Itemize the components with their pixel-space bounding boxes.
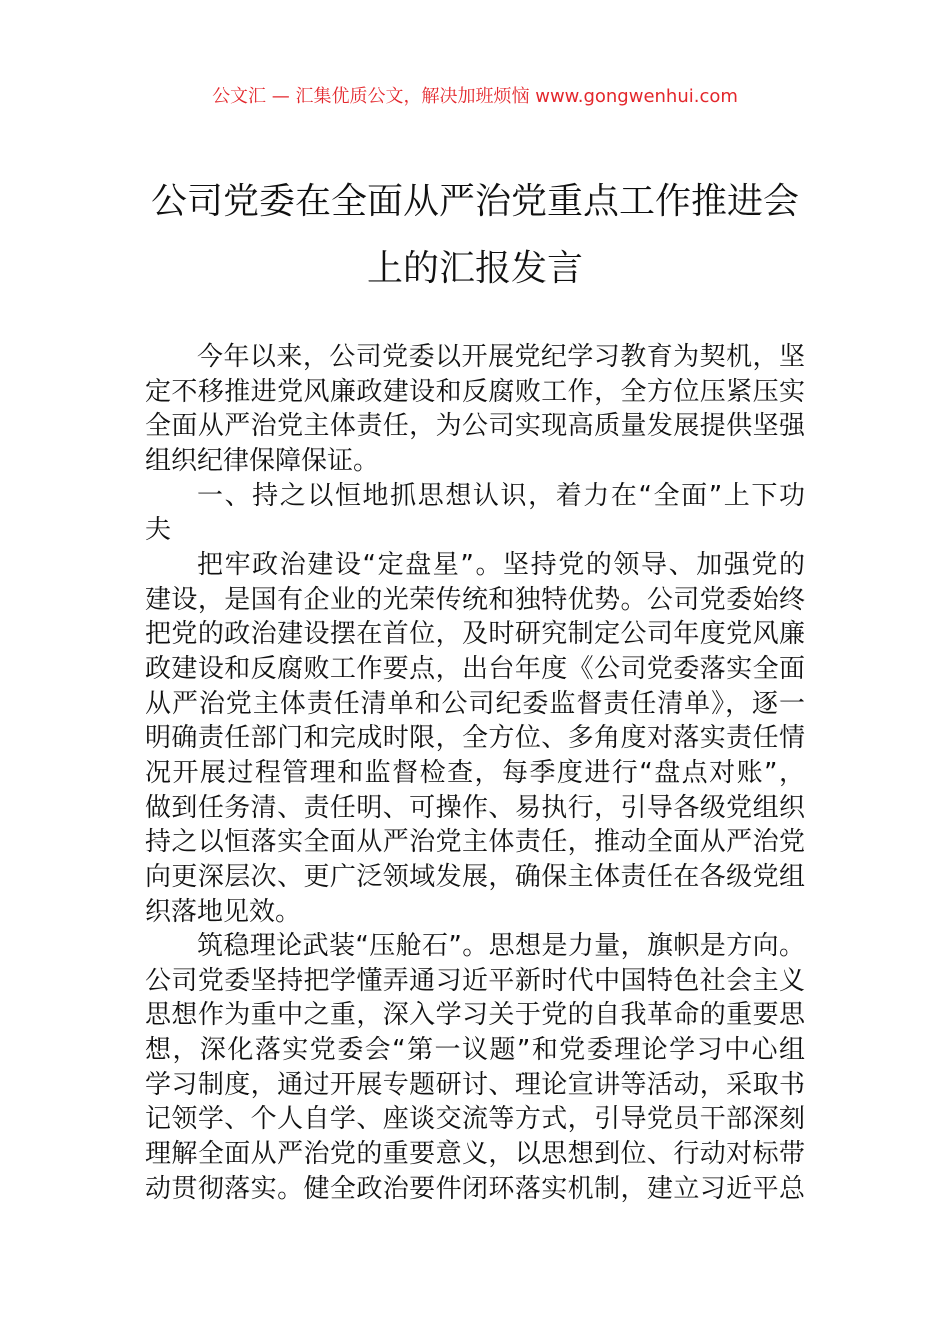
document-title-line-2: 上的汇报发言 (366, 248, 583, 289)
document-body (145, 340, 805, 1206)
text-line: 夫 (145, 515, 172, 546)
text-line: 想，深化落实党委会“第一议题”和党委理论学习中心组 (145, 1035, 805, 1066)
text-line: 向更深层次、更广泛领域发展，确保主体责任在各级党组 (145, 861, 805, 892)
text-line: 况开展过程管理和监督检查，每季度进行“盘点对账”， (145, 757, 805, 788)
text-line: 明确责任部门和完成时限，全方位、多角度对落实责任情 (145, 723, 805, 754)
text-line: 做到任务清、责任明、可操作、易执行，引导各级党组织 (145, 792, 805, 823)
paragraph (145, 479, 805, 548)
text-line: 全面从严治党主体责任，为公司实现高质量发展提供坚强 (145, 411, 805, 442)
text-line: 政建设和反腐败工作要点，出台年度《公司党委落实全面 (145, 653, 805, 684)
text-line: 记领学、个人自学、座谈交流等方式，引导党员干部深刻 (145, 1104, 805, 1135)
text-line: 建设，是国有企业的光荣传统和独特优势。公司党委始终 (145, 584, 805, 615)
document-title-line-1: 公司党委在全面从严治党重点工作推进会 (150, 181, 799, 222)
text-line: 从严治党主体责任清单和公司纪委监督责任清单》，逐一 (145, 688, 805, 719)
text-line: 筑稳理论武装“压舱石”。思想是力量，旗帜是方向。 (197, 931, 805, 962)
text-line: 动贯彻落实。健全政治要件闭环落实机制，建立习近平总 (145, 1173, 805, 1204)
text-line: 把牢政治建设“定盘星”。坚持党的领导、加强党的 (197, 549, 805, 580)
text-line: 织落地见效。 (145, 896, 302, 927)
text-line: 组织纪律保障保证。 (145, 445, 380, 476)
text-line: 学习制度，通过开展专题研讨、理论宣讲等活动，采取书 (145, 1069, 805, 1100)
text-line: 思想作为重中之重，深入学习关于党的自我革命的重要思 (145, 1000, 805, 1031)
text-line: 持之以恒落实全面从严治党主体责任，推动全面从严治党 (145, 827, 805, 858)
header-banner: 公文汇 — 汇集优质公文，解决加班烦恼 www.gongwenhui.com (212, 86, 738, 107)
text-line: 公司党委坚持把学懂弄通习近平新时代中国特色社会主义 (145, 965, 805, 996)
text-line: 一、持之以恒地抓思想认识，着力在“全面”上下功 (197, 480, 805, 511)
text-line: 今年以来，公司党委以开展党纪学习教育为契机，坚 (197, 342, 805, 372)
paragraph (145, 548, 805, 929)
text-line: 理解全面从严治党的重要意义，以思想到位、行动对标带 (145, 1139, 805, 1170)
paragraph (145, 929, 805, 1206)
text-line: 定不移推进党风廉政建设和反腐败工作，全方位压紧压实 (145, 376, 805, 407)
text-line: 把党的政治建设摆在首位，及时研究制定公司年度党风廉 (145, 619, 805, 650)
paragraph (145, 340, 805, 479)
